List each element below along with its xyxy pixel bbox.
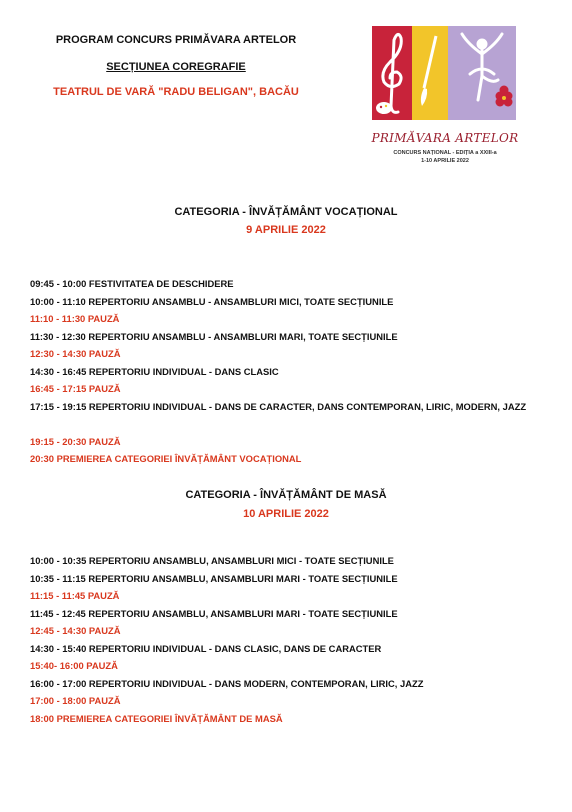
venue-title: TEATRUL DE VARĂ "RADU BELIGAN", BACĂU [53, 86, 299, 98]
festival-logo [372, 26, 516, 120]
day1-date: 9 APRILIE 2022 [246, 224, 326, 236]
logo-title: PRIMĂVARA ARTELOR [371, 131, 519, 145]
schedule-item: 10:35 - 11:15 REPERTORIU ANSAMBLU, ANSAMBLURI MARI - TOATE SECȚIUNILE [30, 572, 398, 584]
day2-date: 10 APRILIE 2022 [243, 508, 329, 520]
day1-schedule [30, 275, 542, 468]
schedule-item: 09:45 - 10:00 FESTIVITATEA DE DESCHIDERE [30, 278, 234, 289]
schedule-break: 12:30 - 14:30 PAUZĂ [30, 348, 121, 359]
schedule-item: 14:30 - 16:45 REPERTORIU INDIVIDUAL - DANS CLASIC [30, 365, 279, 377]
schedule-break: 15:40- 16:00 PAUZĂ [30, 660, 118, 671]
schedule-break: 11:15 - 11:45 PAUZĂ [30, 590, 120, 601]
schedule-break: 12:45 - 14:30 PAUZĂ [30, 625, 121, 636]
schedule-item: 11:30 - 12:30 REPERTORIU ANSAMBLU - ANSAMBLURI MARI, TOATE SECȚIUNILE [30, 330, 398, 342]
schedule-item: 11:45 - 12:45 REPERTORIU ANSAMBLU, ANSAMBLURI MARI - TOATE SECȚIUNILE [30, 607, 398, 619]
logo-yellow-panel [412, 26, 448, 120]
schedule-item: 16:00 - 17:00 REPERTORIU INDIVIDUAL - DANS MODERN, CONTEMPORAN, LIRIC, JAZZ [30, 677, 424, 689]
schedule-item: 17:15 - 19:15 REPERTORIU INDIVIDUAL - DANS DE CARACTER, DANS CONTEMPORAN, LIRIC, MODERN, JAZZ [30, 400, 527, 412]
schedule-item: 10:00 - 11:10 REPERTORIU ANSAMBLU - ANSAMBLURI MICI, TOATE SECȚIUNILE [30, 295, 394, 307]
schedule-item: 10:00 - 10:35 REPERTORIU ANSAMBLU, ANSAMBLURI MICI - TOATE SECȚIUNILE [30, 555, 394, 566]
schedule-award: 20:30 PREMIEREA CATEGORIEI ÎNVĂȚĂMÂNT VOCAȚIONAL [30, 453, 302, 464]
day1-category: CATEGORIA - ÎNVĂȚĂMÂNT VOCAȚIONAL [174, 206, 398, 218]
schedule-break: 11:10 - 11:30 PAUZĂ [30, 313, 120, 324]
program-title: PROGRAM CONCURS PRIMĂVARA ARTELOR [55, 34, 297, 46]
schedule-item: 14:30 - 15:40 REPERTORIU INDIVIDUAL - DANS CLASIC, DANS DE CARACTER [30, 642, 382, 654]
schedule-break: 17:00 - 18:00 PAUZĂ [30, 695, 121, 706]
schedule-break: 19:15 - 20:30 PAUZĂ [30, 435, 121, 447]
section-title: SECȚIUNEA COREGRAFIE [106, 61, 246, 73]
palette-icon [376, 102, 392, 114]
logo-dates: 1-10 APRILIE 2022 [421, 158, 469, 164]
day2-schedule [30, 552, 542, 727]
schedule-award: 18:00 PREMIEREA CATEGORIEI ÎNVĂȚĂMÂNT DE MASĂ [30, 712, 283, 724]
logo-subtitle: CONCURS NAȚIONAL - EDIȚIA a XXIII-a [393, 150, 497, 156]
schedule-break: 16:45 - 17:15 PAUZĂ [30, 383, 121, 394]
day2-category: CATEGORIA - ÎNVĂȚĂMÂNT DE MASĂ [185, 489, 387, 501]
